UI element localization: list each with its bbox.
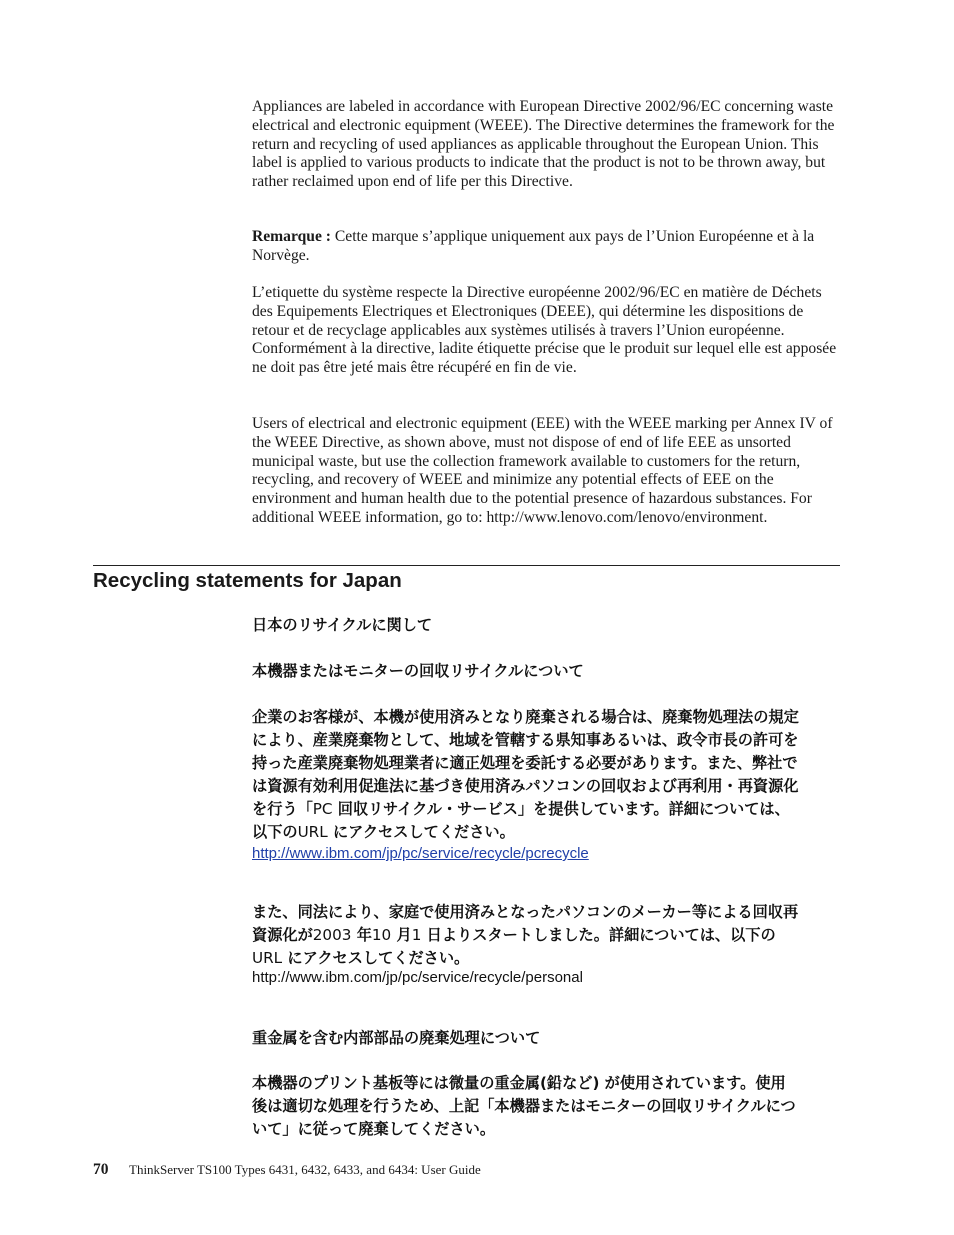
japan-corporate-recycling-text: [252, 706, 844, 844]
japan-block2-line-2-d: 日よりスタートしました。詳細については、以下の: [421, 926, 776, 944]
pcrecycle-link[interactable]: http://www.ibm.com/jp/pc/service/recycle/pcrecycle: [252, 845, 589, 862]
japan-block2-line-2: [252, 924, 844, 947]
weee-paragraph: Appliances are labeled in accordance with European Directive 2002/96/EC concerning waste electrical and electronic equipment (WEEE). The Directive determines the framework for the return and recycling of used appliances as applicable throughout the European Union. This label is applied to various products to indicate that the product is not to be thrown away, but rather reclaimed upon end of life per this Directive.: [252, 98, 835, 191]
japan-heading-monitor-recycling: 本機器またはモニターの回収リサイクルについて: [252, 662, 584, 680]
japan-block1-line-6-url: URL: [297, 823, 328, 841]
japan-block2-line-2-b: 年: [351, 926, 372, 944]
japan-household-recycling-text: [252, 901, 844, 970]
page-footer: [93, 1161, 853, 1179]
french-paragraph: L’etiquette du système respecte la Directive européenne 2002/96/EC en matière de Déchets des Equipements Electriques et Electroniques (DEEE), qui détermine les dispositions de retour et de recyclage applicables aux systèmes utilisés à travers l’Union européenne. Conformément à la directive, ladite étiquette précise que le produit sur lequel elle est apposée ne doit pas être jeté mais être récupéré en fin de vie.: [252, 284, 837, 377]
japan-block2-day: 1: [411, 926, 422, 944]
remarque-text: Cette marque s’applique uniquement aux pays de l’Union Européenne et à la Norvège.: [252, 228, 815, 264]
users-paragraph: Users of electrical and electronic equipment (EEE) with the WEEE marking per Annex IV of the WEEE Directive, as shown above, must not dispose of end of life EEE as unsorted municipal waste, but use the collection framework available to customers for the return, recycling, and recovery of WEEE and minimize any potential effects of EEE on the environment and human health due to the potential presence of hazardous substances. For additional WEEE information, go to: http://www.lenovo.com/lenovo/environment.: [252, 415, 833, 526]
japan-heading-recycling: 日本のリサイクルに関して: [252, 616, 433, 634]
japan-block2-line-3-url: URL: [252, 949, 283, 967]
japan-block2-line-1: また、同法により、家庭で使用済みとなったパソコンのメーカー等による回収再: [252, 903, 799, 921]
japan-block1-line-6: [252, 821, 844, 844]
japan-block1-line-5: [252, 798, 844, 821]
japan-heavy-metals-text: [252, 1072, 844, 1141]
japan-block1-line-2: により、産業廃棄物として、地域を管轄する県知事あるいは、政令市長の許可を: [252, 731, 799, 749]
japan-block2-line-2-a: 資源化が: [252, 926, 313, 944]
japan-block1-line-4: は資源有効利用促進法に基づき使用済みパソコンの回収および再利用・再資源化: [252, 777, 799, 795]
japan-block2-month: 10: [371, 926, 392, 944]
japan-block2-line-2-c: 月: [391, 926, 412, 944]
japan-block1-line-5-b: 回収リサイクル・サービス」を提供しています。詳細については、: [332, 800, 790, 818]
page-number: 70: [93, 1161, 109, 1178]
japan-heading-heavy-metals: 重金属を含む内部部品の廃棄処理について: [252, 1029, 541, 1047]
japan-block1-line-5-pc: PC: [312, 800, 333, 818]
section-divider: [93, 565, 840, 566]
japan-block1-line-6-b: にアクセスしてください。: [327, 823, 515, 841]
japan-block2-year: 2003: [312, 926, 352, 944]
section-title: Recycling statements for Japan: [93, 569, 402, 592]
japan-block2-line-3-b: にアクセスしてください。: [282, 949, 470, 967]
remarque-paragraph: [252, 228, 844, 266]
remarque-label: Remarque :: [252, 228, 331, 245]
japan-block1-line-5-a: を行う「: [252, 800, 313, 818]
japan-block3-line-3: いて」に従って廃棄してください。: [252, 1120, 495, 1138]
japan-block3-line-1: 本機器のプリント基板等には微量の重金属(鉛など) が使用されています。使用: [252, 1074, 786, 1092]
japan-block3-line-2: 後は適切な処理を行うため、上記「本機器またはモニターの回収リサイクルにつ: [252, 1097, 796, 1115]
footer-title: ThinkServer TS100 Types 6431, 6432, 6433, and 6434: User Guide: [129, 1162, 481, 1177]
japan-block1-line-3: 持った産業廃棄物処理業者に適正処理を委託する必要があります。また、弊社で: [252, 754, 798, 772]
personal-recycle-url: http://www.ibm.com/jp/pc/service/recycle/personal: [252, 969, 583, 986]
japan-block1-line-1: 企業のお客様が、本機が使用済みとなり廃棄される場合は、廃棄物処理法の規定: [252, 708, 799, 726]
japan-block1-line-6-a: 以下の: [252, 823, 298, 841]
